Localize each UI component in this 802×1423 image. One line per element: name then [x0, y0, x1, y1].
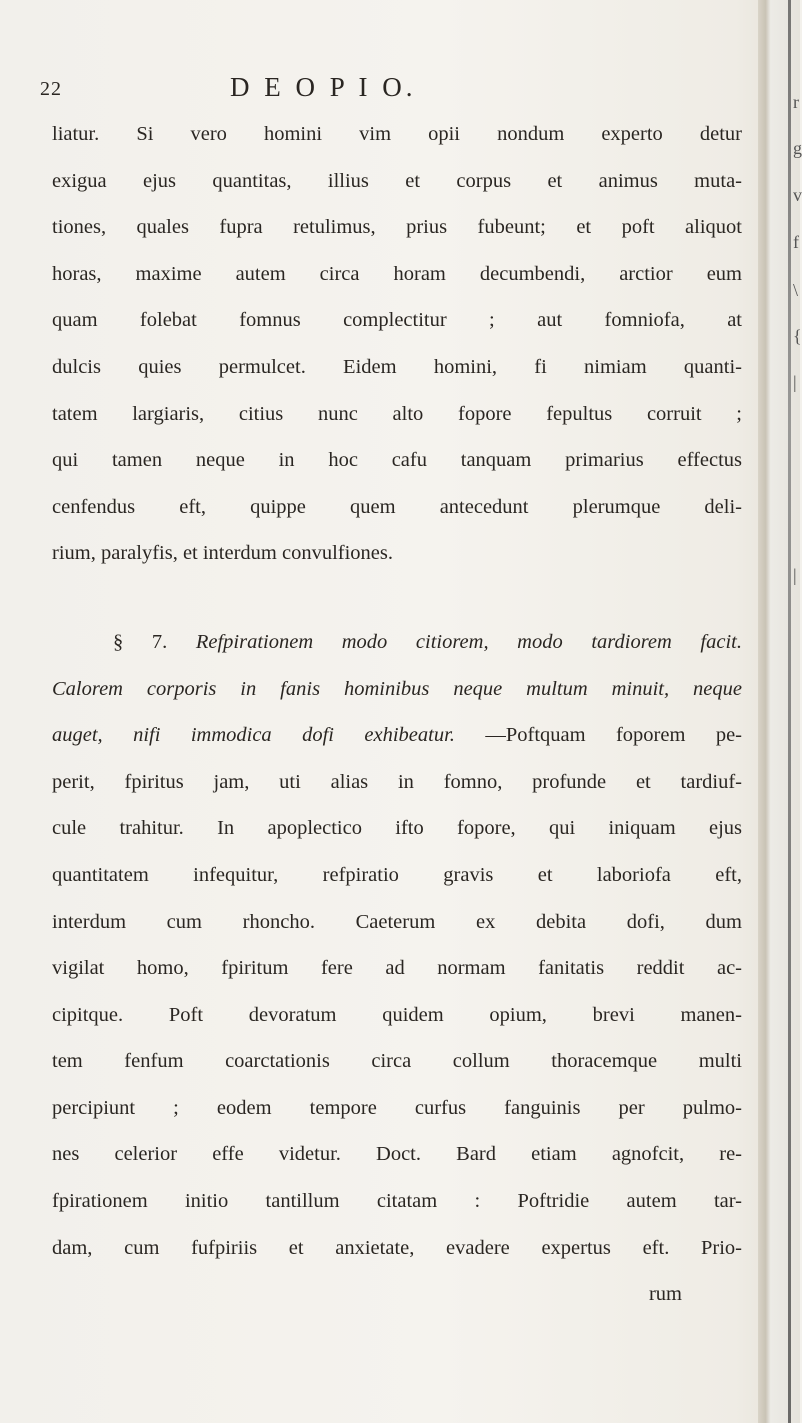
section-italic-end: auget, nifi immodica dofi exhibeatur.	[52, 724, 455, 747]
text-line: cule trahitur. In apoplectico ifto fopore, qui iniquam ejus	[52, 817, 742, 840]
page-number: 22	[40, 78, 62, 100]
paragraph-gap	[52, 577, 742, 619]
text-line: vigilat homo, fpiritum fere ad normam fanitatis reddit ac-	[52, 957, 742, 980]
text-line: tatem largiaris, citius nunc alto fopore fepultus corruit ;	[52, 402, 742, 425]
gutter-glyph: \	[793, 280, 799, 300]
section-title: Refpirationem modo citiorem, modo tardiorem facit.	[195, 630, 742, 653]
gutter-glyph: f	[793, 232, 799, 252]
section-mark: § 7.	[113, 630, 168, 653]
text-line: nes celerior effe videtur. Doct. Bard etiam agnofcit, re-	[52, 1143, 742, 1166]
text-line: quam folebat fomnus complectitur ; aut fomniofa, at	[52, 309, 742, 332]
text-line: exigua ejus quantitas, illius et corpus et animus muta-	[52, 169, 742, 192]
text-line	[52, 712, 742, 759]
gutter-glyph: r	[793, 92, 799, 112]
text-line: cenfendus eft, quippe quem antecedunt plerumque deli-	[52, 495, 742, 518]
text-line: tem fenfum coarctationis circa collum thoracemque multi	[52, 1050, 742, 1073]
gutter-glyph: g	[793, 138, 802, 158]
text-line: interdum cum rhoncho. Caeterum ex debita dofi, dum	[52, 910, 742, 933]
gutter-glyph: {	[793, 326, 802, 346]
gutter-glyph: v	[793, 185, 802, 205]
text-line: percipiunt ; eodem tempore curfus fanguinis per pulmo-	[52, 1096, 742, 1119]
section-text-start: —Poftquam foporem pe-	[485, 724, 743, 747]
page-gutter	[758, 0, 800, 1423]
text-line: dam, cum fufpiriis et anxietate, evadere expertus eft. Prio-	[52, 1236, 742, 1259]
running-head: D E O P I O.	[230, 72, 417, 102]
text-line: horas, maxime autem circa horam decumbendi, arctior eum	[52, 262, 742, 285]
text-line: dulcis quies permulcet. Eidem homini, fi nimiam quanti-	[52, 355, 742, 378]
text-line: fpirationem initio tantillum citatam : Poftridie autem tar-	[52, 1190, 742, 1213]
gutter-glyph: |	[793, 565, 797, 585]
text-line: qui tamen neque in hoc cafu tanquam primarius effectus	[52, 449, 742, 472]
section-heading-line	[52, 619, 742, 666]
text-line: cipitque. Poft devoratum quidem opium, brevi manen-	[52, 1003, 742, 1026]
text-line: rium, paralyfis, et interdum convulfiones.	[52, 542, 394, 565]
text-line: perit, fpiritus jam, uti alias in fomno, profunde et tardiuf-	[52, 770, 742, 793]
section-italic-line: Calorem corporis in fanis hominibus neque multum minuit, neque	[52, 677, 742, 700]
text-line: quantitatem infequitur, refpiratio gravis et laboriofa eft,	[52, 863, 742, 886]
page-edge	[788, 0, 791, 1423]
text-line: liatur. Si vero homini vim opii nondum experto detur	[52, 123, 742, 145]
text-line: tiones, quales fupra retulimus, prius fubeunt; et poft aliquot	[52, 216, 742, 239]
gutter-glyph: |	[793, 372, 797, 392]
body-text	[52, 111, 742, 1318]
catchword: rum	[648, 1283, 682, 1306]
